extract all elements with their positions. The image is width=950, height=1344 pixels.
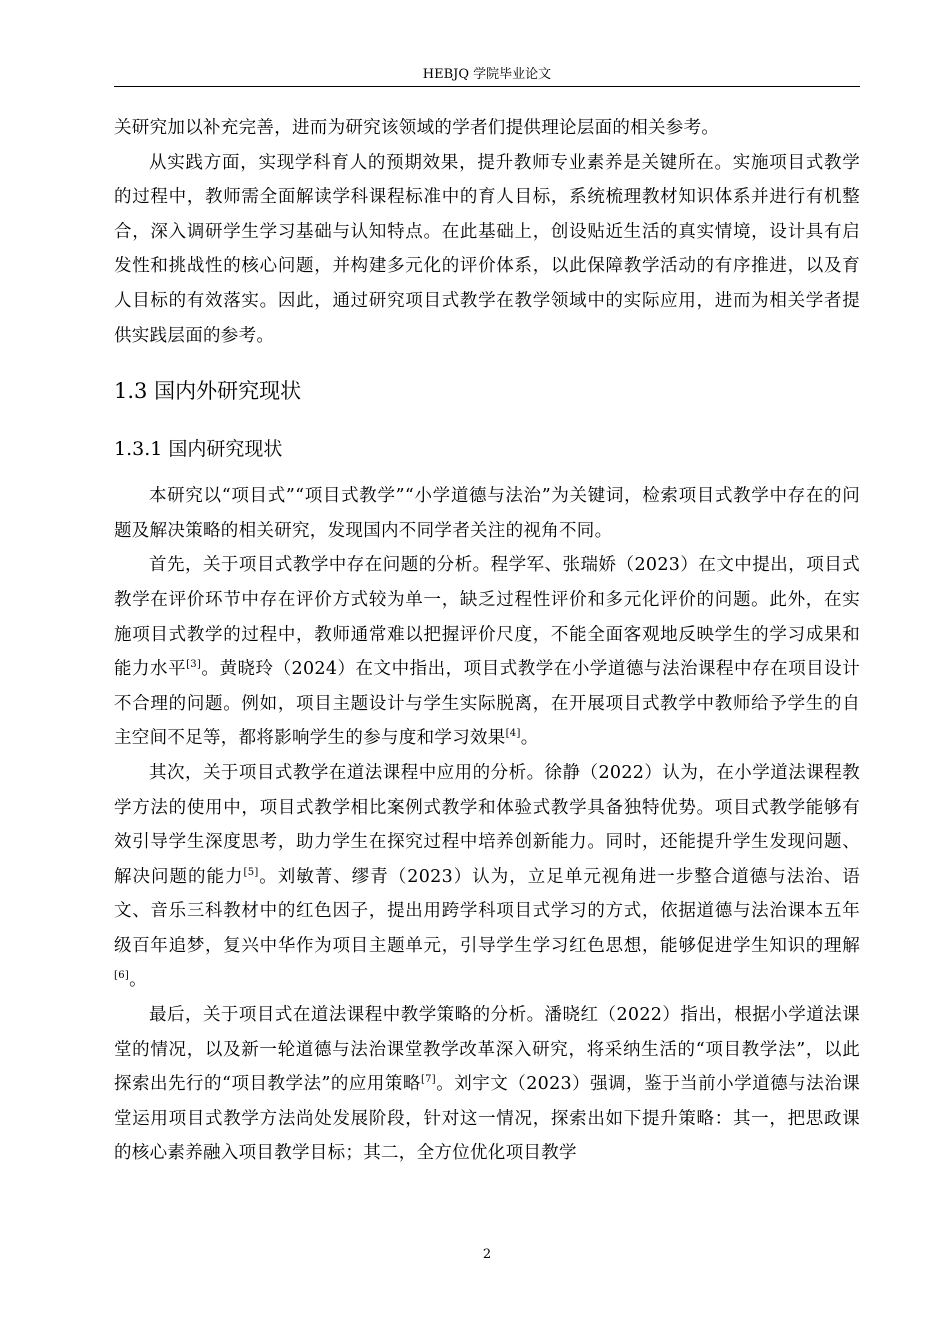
header-rule [114, 86, 860, 87]
citation-3[interactable]: [3] [186, 659, 202, 671]
citation-7[interactable]: [7] [420, 1074, 437, 1086]
paragraph-text: 。 [129, 970, 147, 991]
citation-5[interactable]: [5] [243, 866, 259, 878]
citation-6[interactable]: [6] [114, 970, 130, 982]
paragraph-application [114, 756, 860, 998]
paragraph-text: 首先，关于项目式教学中存在问题的分析。程学军、张瑞娇（2023）在文中提出，项目式教学在评价环节中存在评价方式较为单一，缺乏过程性评价和多元化评价的问题。此外，在实施项目式教学的过程中，教师通常难以把握评价尺度，不能全面客观地反映学生的学习成果和能力水平 [114, 555, 860, 680]
paragraph-text: 最后，关于项目式在道法课程中教学策略的分析。潘晓红（2022）指出，根据小学道法课堂的情况，以及新一轮道德与法治课堂教学改革深入研究，将采纳生活的“项目教学法”，以此探索出先行的“项目教学法”的应用策略 [114, 1005, 860, 1095]
subsection-heading: 1.3.1 国内研究现状 [114, 438, 283, 461]
paragraph-practice: 从实践方面，实现学科育人的预期效果，提升教师专业素养是关键所在。实施项目式教学的过程中，教师需全面解读学科课程标准中的育人目标，系统梳理教材知识体系并进行有机整合，深入调研学生学习基础与认知特点。在此基础上，创设贴近生活的真实情境，设计具有启发性和挑战性的核心问题，并构建多元化的评价体系，以此保障教学活动的有序推进，以及育人目标的有效落实。因此，通过研究项目式教学在教学领域中的实际应用，进而为相关学者提供实践层面的参考。 [114, 152, 860, 346]
paragraph-text: 。刘敏菁、缪青（2023）认为，立足单元视角进一步整合道德与法治、语文、音乐三科教材中的红色因子，提出用跨学科项目式学习的方式，依据道德与法治课本五年级百年追梦，复兴中华作为项目主题单元，引导学生学习红色思想，能够促进学生知识的理解 [114, 866, 860, 956]
paragraph-text: 其次，关于项目式教学在道法课程中应用的分析。徐静（2022）认为，在小学道法课程教学方法的使用中，项目式教学相比案例式教学和体验式教学具备独特优势。项目式教学能够有效引导学生深度思考，助力学生在探究过程中培养创新能力。同时，还能提升学生发现问题、解决问题的能力 [114, 762, 860, 887]
citation-4[interactable]: [4] [505, 728, 521, 740]
page-body [114, 111, 860, 1171]
running-header: HEBJQ 学院毕业论文 [422, 67, 552, 82]
section-heading: 1.3 国内外研究现状 [114, 379, 302, 404]
paragraph-strategies [114, 998, 860, 1171]
paragraph-text: 。 [520, 728, 539, 749]
paragraph-text: 。刘宇文（2023）强调，鉴于当前小学道德与法治课堂运用项目式教学方法尚处发展阶段，针对这一情况，探索出如下提升策略：其一，把思政课的核心素养融入项目教学目标；其二，全方位优化项目教学 [114, 1074, 860, 1164]
paragraph-text: 。黄晓玲（2024）在文中指出，项目式教学在小学道德与法治课程中存在项目设计不合理的问题。例如，项目主题设计与学生实际脱离，在开展项目式教学中教师给予学生的自主空间不足等，都将影响学生的参与度和学习效果 [114, 659, 861, 749]
paragraph-continuation: 关研究加以补充完善，进而为研究该领域的学者们提供理论层面的相关参考。 [114, 118, 720, 138]
page-number: 2 [482, 1247, 492, 1262]
paragraph-keywords: 本研究以“项目式”“项目式教学”“小学道德与法治”为关键词，检索项目式教学中存在的问题及解决策略的相关研究，发现国内不同学者关注的视角不同。 [114, 486, 860, 541]
paragraph-problems [114, 548, 860, 756]
